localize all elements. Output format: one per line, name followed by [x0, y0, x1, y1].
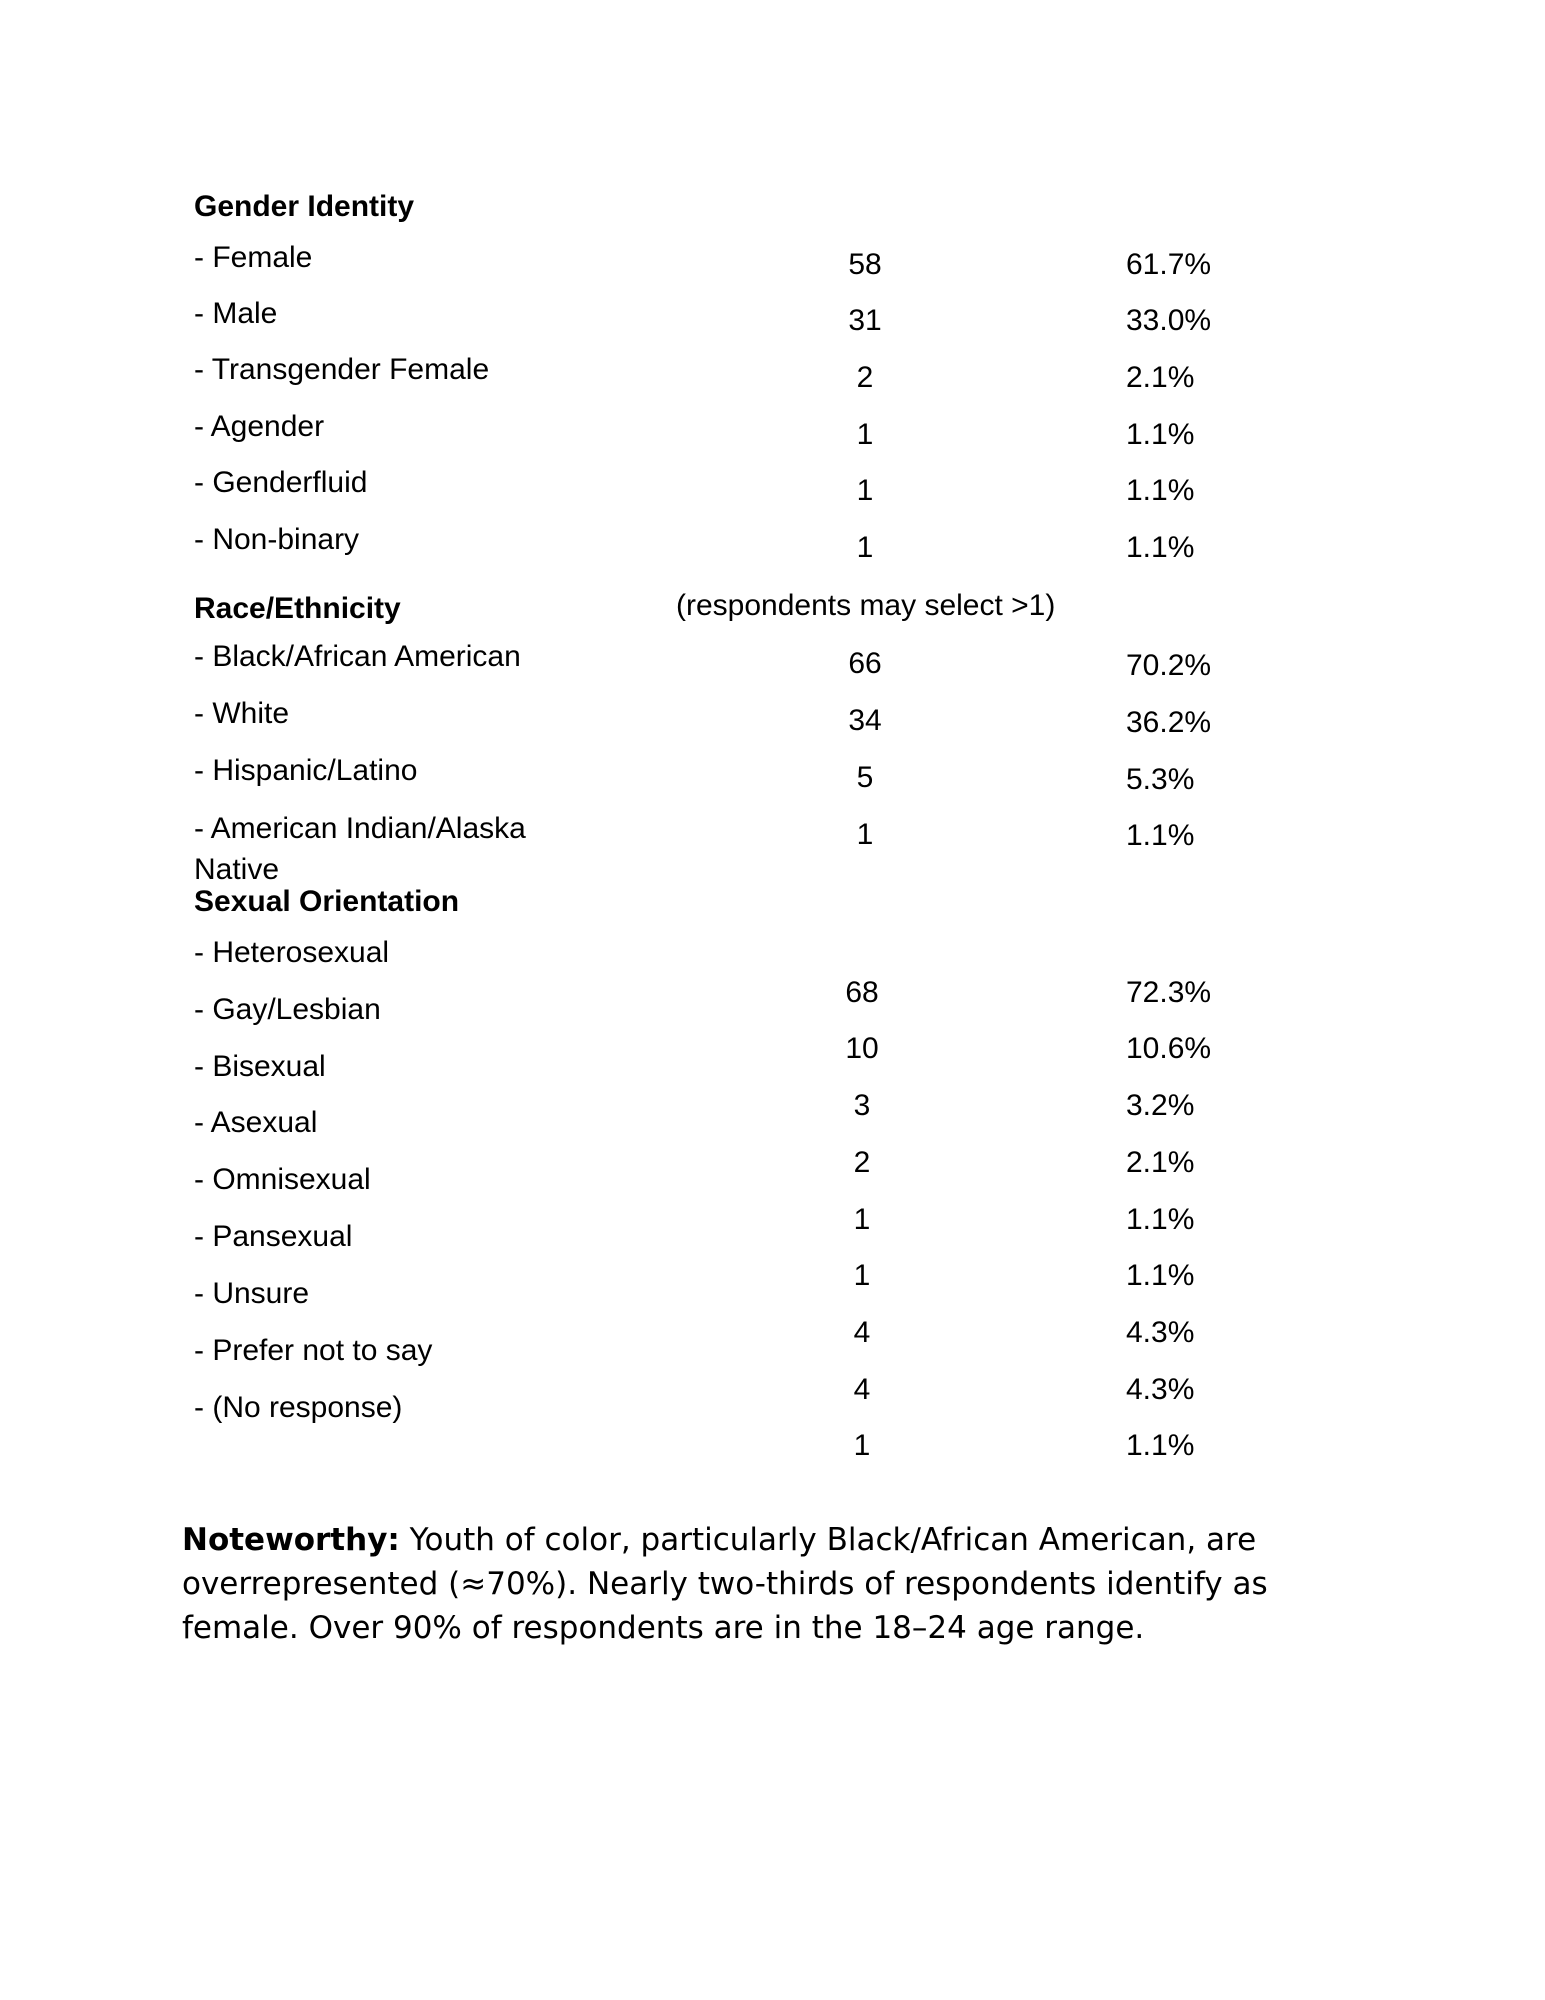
orientation-percent: 72.3%: [1126, 976, 1212, 1009]
gender-row-label: - Male: [194, 297, 278, 330]
orientation-count: 68: [845, 976, 879, 1009]
orientation-percent: 2.1%: [1126, 1146, 1195, 1179]
gender-row-label: - Non-binary: [194, 523, 360, 556]
race-row-label: - Black/African American: [194, 640, 521, 673]
section-heading-gender-identity: Gender Identity: [194, 190, 415, 223]
noteworthy-text: Youth of color, particularly Black/African American, are overrepresented (≈70%). Nearly two-thirds of respondents identify as female. Over 90% of respondents are in the 18–24 age range.: [182, 1522, 1268, 1646]
orientation-label: - Omnisexual: [194, 1163, 371, 1196]
race-row-count: 34: [848, 704, 882, 737]
race-row-label: - American Indian/Alaska: [194, 812, 526, 845]
gender-row-label: - Genderfluid: [194, 466, 368, 499]
orientation-label: - Gay/Lesbian: [194, 993, 381, 1026]
gender-row-percent: 61.7%: [1126, 248, 1212, 281]
race-selection-note: (respondents may select >1): [676, 589, 1056, 622]
orientation-count: 2: [853, 1146, 871, 1179]
orientation-count: 4: [853, 1373, 871, 1406]
orientation-label: - Prefer not to say: [194, 1334, 433, 1367]
orientation-percent: 4.3%: [1126, 1373, 1195, 1406]
orientation-count: 1: [853, 1203, 871, 1236]
race-row-count: 5: [856, 761, 874, 794]
race-row-percent: 5.3%: [1126, 763, 1195, 796]
gender-row-count: 2: [856, 361, 874, 394]
gender-row-label: - Agender: [194, 410, 325, 443]
orientation-percent: 1.1%: [1126, 1429, 1195, 1462]
orientation-count: 10: [845, 1032, 879, 1065]
race-row-label: - Hispanic/Latino: [194, 754, 418, 787]
orientation-label: - Asexual: [194, 1106, 318, 1139]
noteworthy-paragraph: [182, 1518, 1382, 1650]
orientation-label: - Unsure: [194, 1277, 310, 1310]
gender-row-label: - Transgender Female: [194, 353, 490, 386]
section-heading-race-ethnicity: Race/Ethnicity: [194, 592, 401, 625]
orientation-count: 3: [853, 1089, 871, 1122]
gender-row-percent: 33.0%: [1126, 304, 1212, 337]
gender-row-count: 1: [856, 418, 874, 451]
gender-row-count: 1: [856, 531, 874, 564]
race-row-percent: 1.1%: [1126, 819, 1195, 852]
orientation-label: - (No response): [194, 1391, 403, 1424]
gender-row-count: 58: [848, 248, 882, 281]
noteworthy-lead: Noteworthy:: [182, 1522, 400, 1558]
orientation-count: 1: [853, 1259, 871, 1292]
race-row-count: 1: [856, 818, 874, 851]
orientation-percent: 10.6%: [1126, 1032, 1212, 1065]
gender-row-count: 1: [856, 474, 874, 507]
orientation-percent: 1.1%: [1126, 1203, 1195, 1236]
orientation-label: - Bisexual: [194, 1050, 326, 1083]
orientation-label: - Pansexual: [194, 1220, 353, 1253]
section-heading-sexual-orientation: Sexual Orientation: [194, 885, 460, 918]
gender-row-percent: 1.1%: [1126, 531, 1195, 564]
orientation-label: - Heterosexual: [194, 936, 390, 969]
gender-row-percent: 2.1%: [1126, 361, 1195, 394]
race-row-percent: 70.2%: [1126, 649, 1212, 682]
gender-row-percent: 1.1%: [1126, 474, 1195, 507]
race-row-count: 66: [848, 647, 882, 680]
orientation-percent: 4.3%: [1126, 1316, 1195, 1349]
gender-row-label: - Female: [194, 241, 313, 274]
orientation-percent: 3.2%: [1126, 1089, 1195, 1122]
orientation-percent: 1.1%: [1126, 1259, 1195, 1292]
gender-row-percent: 1.1%: [1126, 418, 1195, 451]
race-row-label-continuation: Native: [194, 853, 280, 886]
race-row-percent: 36.2%: [1126, 706, 1212, 739]
orientation-count: 4: [853, 1316, 871, 1349]
orientation-count: 1: [853, 1429, 871, 1462]
gender-row-count: 31: [848, 304, 882, 337]
race-row-label: - White: [194, 697, 290, 730]
